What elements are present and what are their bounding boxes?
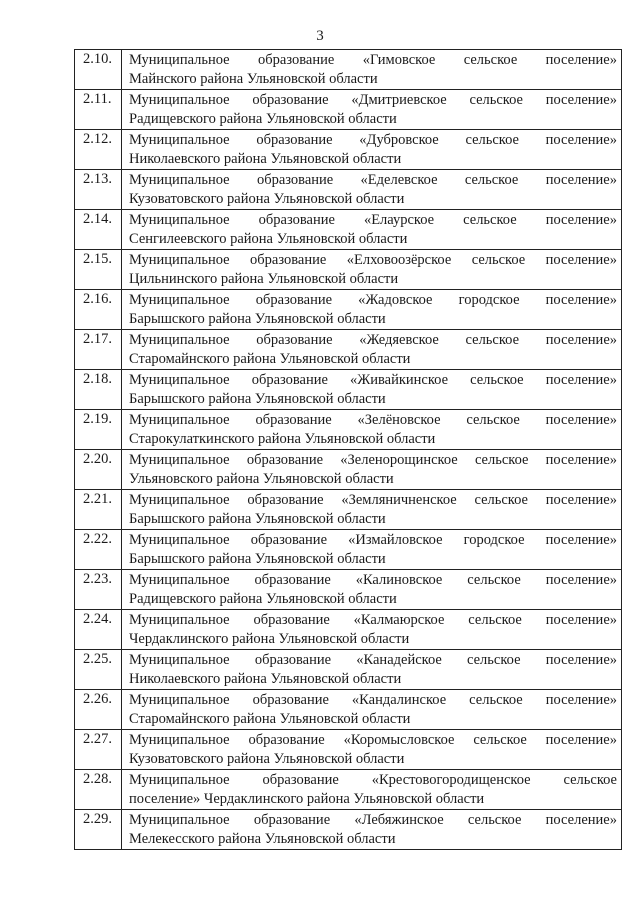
row-number: 2.17. [75,330,122,370]
row-text-line1: Муниципальное образование «Жадовское городское поселение» [129,292,617,308]
row-text-line2: Сенгилеевского района Ульяновской области [129,231,408,247]
table-row [75,770,622,810]
table-row [75,610,622,650]
row-number: 2.27. [75,730,122,770]
table-row [75,250,622,290]
row-number: 2.22. [75,530,122,570]
row-text-line2: Радищевского района Ульяновской области [129,111,397,127]
row-text-line2: Кузоватовского района Ульяновской области [129,191,405,207]
row-text-line1: Муниципальное образование «Измайловское городское поселение» [129,532,617,548]
row-number: 2.12. [75,130,122,170]
row-text-line1: Муниципальное образование «Лебяжинское сельское поселение» [129,812,617,828]
row-text-line2: Старомайнского района Ульяновской области [129,711,411,727]
row-text-line1: Муниципальное образование «Крестовогородищенское сельское [129,772,617,788]
row-number: 2.15. [75,250,122,290]
row-text [122,730,622,770]
row-text-line1: Муниципальное образование «Живайкинское сельское поселение» [129,372,617,388]
table-row [75,330,622,370]
row-number: 2.26. [75,690,122,730]
row-number: 2.14. [75,210,122,250]
municipality-table [74,49,622,850]
row-number: 2.19. [75,410,122,450]
table-row [75,570,622,610]
row-text [122,410,622,450]
page-number: 3 [316,28,324,44]
row-text-line2: Николаевского района Ульяновской области [129,671,402,687]
row-text-line1: Муниципальное образование «Калиновское сельское поселение» [129,572,617,588]
row-text-line2: Барышского района Ульяновской области [129,551,386,567]
row-text [122,250,622,290]
row-text-line2: Барышского района Ульяновской области [129,311,386,327]
row-text [122,50,622,90]
row-text-line1: Муниципальное образование «Зеленорощинское сельское поселение» [129,452,617,468]
row-text [122,130,622,170]
row-text-line2: Барышского района Ульяновской области [129,391,386,407]
row-number: 2.20. [75,450,122,490]
row-text [122,530,622,570]
row-text-line1: Муниципальное образование «Дмитриевское сельское поселение» [129,92,617,108]
row-text [122,90,622,130]
row-text [122,610,622,650]
row-text [122,690,622,730]
row-text [122,290,622,330]
row-text-line1: Муниципальное образование «Елховоозёрское сельское поселение» [129,252,617,268]
row-number: 2.21. [75,490,122,530]
table-row [75,50,622,90]
table-row [75,690,622,730]
row-text-line2: Старомайнского района Ульяновской области [129,351,411,367]
table-row [75,650,622,690]
row-text-line1: Муниципальное образование «Жедяевское сельское поселение» [129,332,617,348]
row-text-line1: Муниципальное образование «Еделевское сельское поселение» [129,172,617,188]
row-number: 2.10. [75,50,122,90]
row-text-line2: Мелекесского района Ульяновской области [129,831,396,847]
row-text [122,330,622,370]
row-text-line1: Муниципальное образование «Гимовское сельское поселение» [129,52,617,68]
table-row [75,170,622,210]
table-body [75,50,622,850]
row-text-line2: Ульяновского района Ульяновской области [129,471,394,487]
row-text-line2: Кузоватовского района Ульяновской области [129,751,405,767]
table-row [75,810,622,850]
row-number: 2.24. [75,610,122,650]
table-row [75,210,622,250]
table-row [75,130,622,170]
row-text-line1: Муниципальное образование «Зелёновское сельское поселение» [129,412,617,428]
table-row [75,290,622,330]
row-text [122,770,622,810]
row-number: 2.28. [75,770,122,810]
table-row [75,450,622,490]
row-text-line2: Чердаклинского района Ульяновской области [129,631,410,647]
table-row [75,490,622,530]
row-text [122,210,622,250]
row-number: 2.29. [75,810,122,850]
row-text-line1: Муниципальное образование «Калмаюрское сельское поселение» [129,612,617,628]
row-text-line2: Николаевского района Ульяновской области [129,151,402,167]
table-row [75,410,622,450]
row-text-line1: Муниципальное образование «Елаурское сельское поселение» [129,212,617,228]
row-text-line1: Муниципальное образование «Дубровское сельское поселение» [129,132,617,148]
row-text [122,170,622,210]
row-number: 2.13. [75,170,122,210]
row-text-line2: Майнского района Ульяновской области [129,71,378,87]
row-text [122,650,622,690]
row-number: 2.23. [75,570,122,610]
row-text-line1: Муниципальное образование «Канадейское сельское поселение» [129,652,617,668]
row-number: 2.18. [75,370,122,410]
row-text-line1: Муниципальное образование «Земляничненское сельское поселение» [129,492,617,508]
row-text [122,810,622,850]
row-text-line2: Радищевского района Ульяновской области [129,591,397,607]
table-row [75,370,622,410]
row-number: 2.16. [75,290,122,330]
row-number: 2.25. [75,650,122,690]
row-text-line2: Старокулаткинского района Ульяновской области [129,431,436,447]
table-row [75,730,622,770]
row-text [122,450,622,490]
table-row [75,90,622,130]
row-text [122,490,622,530]
row-text-line2: поселение» Чердаклинского района Ульяновской области [129,791,485,807]
row-text-line2: Барышского района Ульяновской области [129,511,386,527]
row-text [122,370,622,410]
row-number: 2.11. [75,90,122,130]
table-row [75,530,622,570]
row-text [122,570,622,610]
row-text-line1: Муниципальное образование «Кандалинское сельское поселение» [129,692,617,708]
row-text-line2: Цильнинского района Ульяновской области [129,271,399,287]
row-text-line1: Муниципальное образование «Коромысловское сельское поселение» [129,732,617,748]
